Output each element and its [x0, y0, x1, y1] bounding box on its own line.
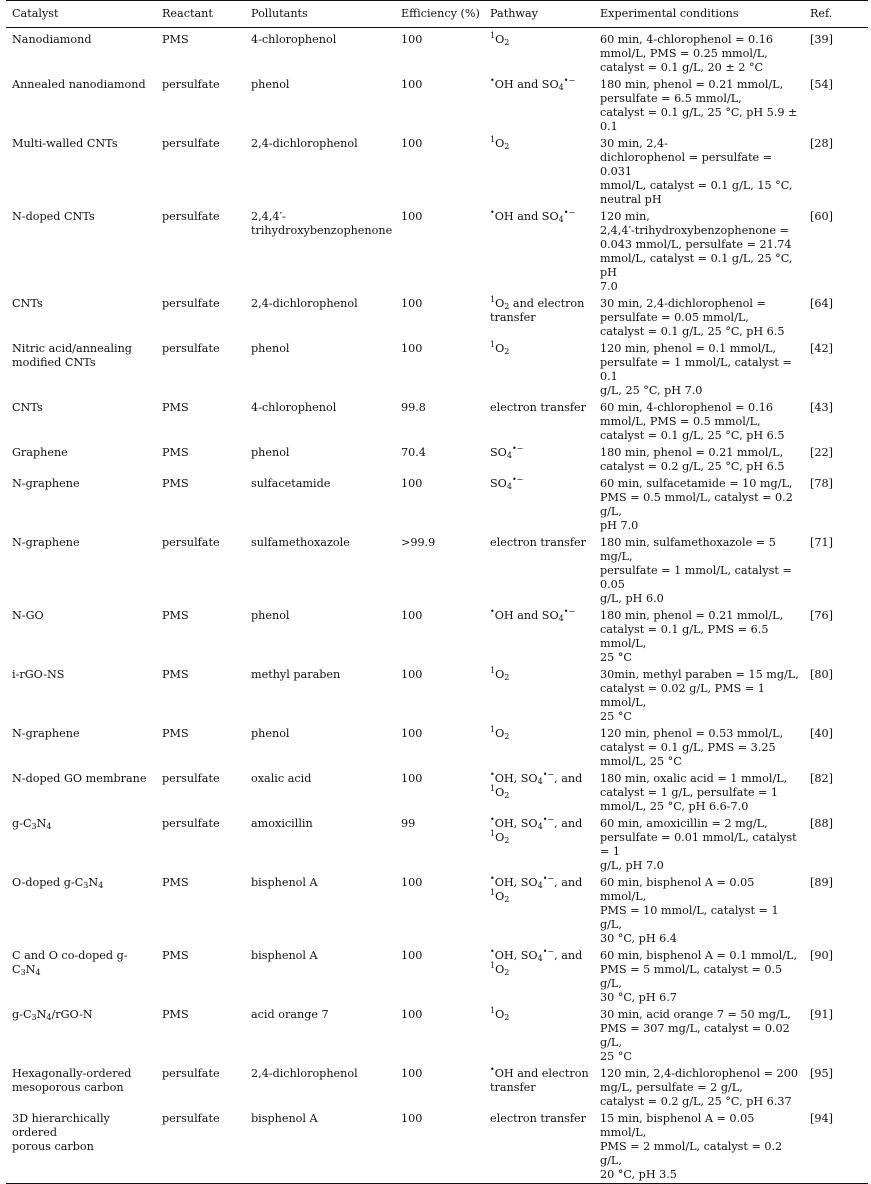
reactant-cell: persulfate — [162, 210, 220, 223]
pathway-cell: $^1O_2$ — [490, 725, 510, 741]
table-row — [6, 135, 868, 208]
table-row — [6, 28, 868, 77]
catalyst-cell: N-doped CNTs — [12, 210, 95, 223]
conditions-cell: 60 min, amoxicillin = 2 mg/L, persulfate = 0.01 mmol/L, catalyst = 1 g/L, pH 7.0 — [600, 817, 797, 872]
catalyst-cell: CNTs — [12, 401, 43, 414]
ref-cell: [91] — [810, 1008, 833, 1021]
pathway-cell: •OH and $SO_4^{•-}$ — [490, 607, 576, 623]
catalyst-cell: N-GO — [12, 609, 44, 622]
conditions-cell: 60 min, sulfacetamide = 10 mg/L, PMS = 0.5 mmol/L, catalyst = 0.2 g/L, pH 7.0 — [600, 477, 793, 532]
catalyst-cell: $g-C_3N_4$ — [12, 817, 52, 831]
table-body — [6, 28, 868, 1184]
reactant-cell: PMS — [162, 1008, 189, 1021]
data-table — [6, 0, 868, 1184]
conditions-cell: 60 min, bisphenol A = 0.1 mmol/L, PMS = 5 mmol/L, catalyst = 0.5 g/L, 30 °C, pH 6.7 — [600, 949, 798, 1004]
pollutant-cell: 4-chlorophenol — [251, 33, 337, 46]
ref-cell: [39] — [810, 33, 833, 46]
pollutant-cell: phenol — [251, 609, 290, 622]
conditions-cell: 120 min, phenol = 0.1 mmol/L, persulfate = 1 mmol/L, catalyst = 0.1 g/L, 25 °C, pH 7.0 — [600, 342, 792, 397]
efficiency-cell: 100 — [401, 342, 423, 355]
pollutant-cell: 2,4-dichlorophenol — [251, 297, 358, 310]
efficiency-cell: 100 — [401, 78, 423, 91]
conditions-cell: 60 min, 4-chlorophenol = 0.16 mmol/L, PMS = 0.5 mmol/L, catalyst = 0.1 g/L, 25 °C, pH 6.5 — [600, 401, 785, 442]
pathway-cell: •OH, $SO_4^{•-}$, and $^1O_2$ — [490, 947, 583, 977]
pollutant-cell: amoxicillin — [251, 817, 313, 830]
efficiency-cell: 70.4 — [401, 446, 426, 459]
ref-cell: [95] — [810, 1067, 833, 1080]
efficiency-cell: 100 — [401, 949, 423, 962]
conditions-cell: 30 min, 2,4- dichlorophenol = persulfate = 0.031 mmol/L, catalyst = 0.1 g/L, 15 °C, neutral pH — [600, 137, 793, 206]
header-catalyst: Catalyst — [12, 7, 59, 20]
ref-cell: [71] — [810, 536, 833, 549]
pathway-cell: electron transfer — [490, 536, 586, 549]
table-row — [6, 1065, 868, 1110]
catalyst-cell: C and O co-doped $g-C_3N_4$ — [12, 949, 128, 977]
ref-cell: [89] — [810, 876, 833, 889]
pathway-cell: $^1O_2$ — [490, 31, 510, 47]
conditions-cell: 30 min, acid orange 7 = 50 mg/L, PMS = 307 mg/L, catalyst = 0.02 g/L, 25 °C — [600, 1008, 791, 1063]
pollutant-cell: 2,4-dichlorophenol — [251, 1067, 358, 1080]
pathway-cell: •OH and $SO_4^{•-}$ — [490, 76, 576, 92]
efficiency-cell: 100 — [401, 210, 423, 223]
ref-cell: [76] — [810, 609, 833, 622]
efficiency-cell: 100 — [401, 727, 423, 740]
pollutant-cell: 2,4,4′- trihydroxybenzophenone — [251, 210, 393, 237]
conditions-cell: 120 min, phenol = 0.53 mmol/L, catalyst = 0.1 g/L, PMS = 3.25 mmol/L, 25 °C — [600, 727, 784, 768]
header-ref: Ref. — [810, 7, 833, 20]
pathway-cell: $SO_4^{•-}$ — [490, 444, 524, 460]
catalyst-cell: i-rGO-NS — [12, 668, 65, 681]
pollutant-cell: bisphenol A — [251, 949, 318, 962]
table-row — [6, 76, 868, 135]
catalyst-cell: $g-C_3N_4/rGO-N$ — [12, 1008, 93, 1022]
pathway-cell: •OH, $SO_4^{•-}$, and $^1O_2$ — [490, 770, 583, 800]
conditions-cell: 180 min, sulfamethoxazole = 5 mg/L, persulfate = 1 mmol/L, catalyst = 0.05 g/L, pH 6.0 — [600, 536, 792, 605]
efficiency-cell: 100 — [401, 1067, 423, 1080]
header-reactant: Reactant — [162, 7, 213, 20]
reactant-cell: PMS — [162, 401, 189, 414]
table-row — [6, 815, 868, 874]
efficiency-cell: 100 — [401, 297, 423, 310]
reactant-cell: PMS — [162, 876, 189, 889]
conditions-cell: 60 min, bisphenol A = 0.05 mmol/L, PMS = 10 mmol/L, catalyst = 1 g/L, 30 °C, pH 6.4 — [600, 876, 779, 945]
pollutant-cell: oxalic acid — [251, 772, 312, 785]
catalyst-cell: N-graphene — [12, 727, 80, 740]
ref-cell: [94] — [810, 1112, 833, 1125]
pollutant-cell: 2,4-dichlorophenol — [251, 137, 358, 150]
conditions-cell: 180 min, phenol = 0.21 mmol/L, catalyst = 0.2 g/L, 25 °C, pH 6.5 — [600, 446, 785, 473]
pathway-cell: electron transfer — [490, 401, 586, 414]
pathway-cell: •OH, $SO_4^{•-}$, and $^1O_2$ — [490, 815, 583, 845]
catalyst-cell: N-doped GO membrane — [12, 772, 147, 785]
reactant-cell: persulfate — [162, 772, 220, 785]
pathway-cell: $^1O_2$ — [490, 1006, 510, 1022]
header-pollutants: Pollutants — [251, 7, 308, 20]
conditions-cell: 30min, methyl paraben = 15 mg/L, catalyst = 0.02 g/L, PMS = 1 mmol/L, 25 °C — [600, 668, 799, 723]
reactant-cell: persulfate — [162, 78, 220, 91]
pathway-cell: $^1O_2$ — [490, 666, 510, 682]
catalyst-cell: CNTs — [12, 297, 43, 310]
table-row — [6, 1006, 868, 1065]
efficiency-cell: 100 — [401, 876, 423, 889]
pathway-cell: $SO_4^{•-}$ — [490, 475, 524, 491]
catalyst-cell: Multi-walled CNTs — [12, 137, 118, 150]
catalyst-cell: O-doped $g-C_3N_4$ — [12, 876, 104, 890]
reactant-cell: PMS — [162, 949, 189, 962]
reactant-cell: PMS — [162, 446, 189, 459]
header-pathway: Pathway — [490, 7, 538, 20]
efficiency-cell: 100 — [401, 772, 423, 785]
table-row — [6, 534, 868, 607]
pathway-cell: $^1O_2$ — [490, 135, 510, 151]
pollutant-cell: bisphenol A — [251, 1112, 318, 1125]
catalyst-cell: Graphene — [12, 446, 68, 459]
pathway-cell: •OH, $SO_4^{•-}$, and $^1O_2$ — [490, 874, 583, 904]
pollutant-cell: phenol — [251, 342, 290, 355]
pollutant-cell: phenol — [251, 727, 290, 740]
efficiency-cell: 100 — [401, 33, 423, 46]
table-row — [6, 340, 868, 399]
conditions-cell: 180 min, phenol = 0.21 mmol/L, catalyst = 0.1 g/L, PMS = 6.5 mmol/L, 25 °C — [600, 609, 784, 664]
pollutant-cell: 4-chlorophenol — [251, 401, 337, 414]
conditions-cell: 120 min, 2,4,4′-trihydroxybenzophenone = 0.043 mmol/L, persulfate = 21.74 mmol/L, catalyst = 0.1 g/L, 25 °C, pH 7.0 — [600, 210, 793, 293]
table-row — [6, 444, 868, 475]
ref-cell: [43] — [810, 401, 833, 414]
efficiency-cell: 99.8 — [401, 401, 426, 414]
table-row — [6, 399, 868, 444]
pollutant-cell: bisphenol A — [251, 876, 318, 889]
catalyst-cell: 3D hierarchically ordered porous carbon — [12, 1112, 110, 1153]
efficiency-cell: 99 — [401, 817, 416, 830]
table-row — [6, 874, 868, 947]
conditions-cell: 180 min, phenol = 0.21 mmol/L, persulfate = 6.5 mmol/L, catalyst = 0.1 g/L, 25 °C, pH 5.9 ± 0.1 — [600, 78, 798, 133]
reactant-cell: PMS — [162, 33, 189, 46]
reactant-cell: persulfate — [162, 137, 220, 150]
ref-cell: [28] — [810, 137, 833, 150]
reactant-cell: persulfate — [162, 297, 220, 310]
table-row — [6, 475, 868, 534]
ref-cell: [82] — [810, 772, 833, 785]
conditions-cell: 120 min, 2,4-dichlorophenol = 200 mg/L, persulfate = 2 g/L, catalyst = 0.2 g/L, 25 °C, pH 6.37 — [600, 1067, 798, 1108]
conditions-cell: 30 min, 2,4-dichlorophenol = persulfate = 0.05 mmol/L, catalyst = 0.1 g/L, 25 °C, pH 6.5 — [600, 297, 785, 338]
efficiency-cell: 100 — [401, 668, 423, 681]
ref-cell: [90] — [810, 949, 833, 962]
catalyst-cell: Nanodiamond — [12, 33, 92, 46]
pathway-cell: $^1O_2$ — [490, 340, 510, 356]
table-row — [6, 208, 868, 295]
table-row — [6, 947, 868, 1006]
reactant-cell: persulfate — [162, 1067, 220, 1080]
pollutant-cell: sulfacetamide — [251, 477, 331, 490]
efficiency-cell: 100 — [401, 609, 423, 622]
ref-cell: [22] — [810, 446, 833, 459]
ref-cell: [78] — [810, 477, 833, 490]
catalyst-cell: Hexagonally-ordered mesoporous carbon — [12, 1067, 132, 1094]
pollutant-cell: phenol — [251, 446, 290, 459]
pathway-cell: •OH and $SO_4^{•-}$ — [490, 208, 576, 224]
ref-cell: [88] — [810, 817, 833, 830]
header-row — [6, 1, 868, 28]
reactant-cell: PMS — [162, 668, 189, 681]
ref-cell: [54] — [810, 78, 833, 91]
catalyst-cell: Annealed nanodiamond — [12, 78, 146, 91]
pollutant-cell: methyl paraben — [251, 668, 341, 681]
reactant-cell: PMS — [162, 609, 189, 622]
table-row — [6, 607, 868, 666]
reactant-cell: persulfate — [162, 817, 220, 830]
table-row — [6, 666, 868, 725]
header-conditions: Experimental conditions — [600, 7, 739, 20]
ref-cell: [40] — [810, 727, 833, 740]
conditions-cell: 15 min, bisphenol A = 0.05 mmol/L, PMS = 2 mmol/L, catalyst = 0.2 g/L, 20 °C, pH 3.5 — [600, 1112, 783, 1181]
pathway-cell: •OH and electron transfer — [490, 1065, 589, 1094]
efficiency-cell: >99.9 — [401, 536, 436, 549]
catalyst-cell: N-graphene — [12, 536, 80, 549]
reactant-cell: persulfate — [162, 342, 220, 355]
table-row — [6, 295, 868, 340]
catalyst-cell: N-graphene — [12, 477, 80, 490]
pollutant-cell: phenol — [251, 78, 290, 91]
reactant-cell: persulfate — [162, 536, 220, 549]
table-row — [6, 770, 868, 815]
ref-cell: [64] — [810, 297, 833, 310]
conditions-cell: 180 min, oxalic acid = 1 mmol/L, catalyst = 1 g/L, persulfate = 1 mmol/L, 25 °C, pH 6.6-7.0 — [600, 772, 788, 813]
efficiency-cell: 100 — [401, 137, 423, 150]
reactant-cell: persulfate — [162, 1112, 220, 1125]
conditions-cell: 60 min, 4-chlorophenol = 0.16 mmol/L, PMS = 0.25 mmol/L, catalyst = 0.1 g/L, 20 ± 2 °C — [600, 33, 773, 74]
table-row — [6, 1110, 868, 1184]
pollutant-cell: acid orange 7 — [251, 1008, 329, 1021]
efficiency-cell: 100 — [401, 477, 423, 490]
reactant-cell: PMS — [162, 477, 189, 490]
header-efficiency: Efficiency (%) — [401, 7, 480, 20]
catalyst-cell: Nitric acid/annealing modified CNTs — [12, 342, 132, 369]
table-row — [6, 725, 868, 770]
pathway-cell: electron transfer — [490, 1112, 586, 1125]
pathway-cell: $^1O_2$ and electron transfer — [490, 295, 585, 324]
efficiency-cell: 100 — [401, 1112, 423, 1125]
efficiency-cell: 100 — [401, 1008, 423, 1021]
ref-cell: [60] — [810, 210, 833, 223]
ref-cell: [80] — [810, 668, 833, 681]
reactant-cell: PMS — [162, 727, 189, 740]
pollutant-cell: sulfamethoxazole — [251, 536, 350, 549]
ref-cell: [42] — [810, 342, 833, 355]
